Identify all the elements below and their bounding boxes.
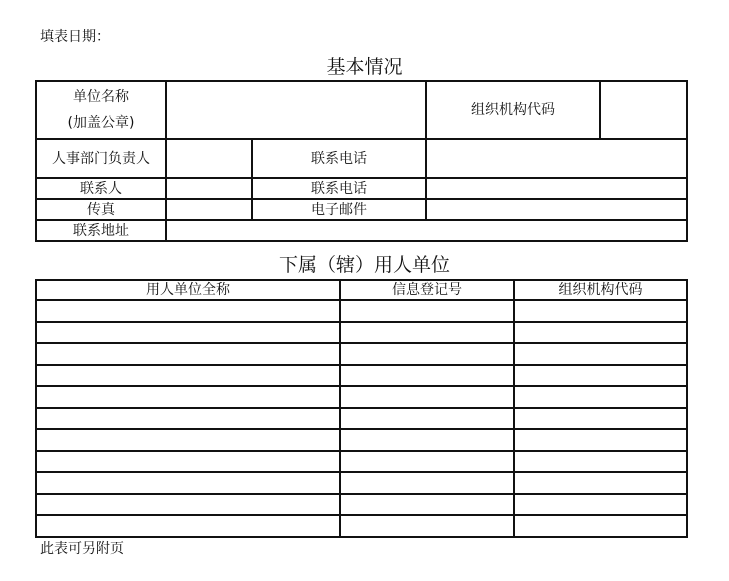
email-field[interactable] xyxy=(426,199,687,220)
org-code-cell[interactable] xyxy=(514,343,687,365)
contact-phone-label: 联系电话 xyxy=(252,178,426,199)
unit-name-cell[interactable] xyxy=(36,386,340,408)
column-header-registration-no: 信息登记号 xyxy=(340,280,514,300)
registration-no-cell[interactable] xyxy=(340,300,514,322)
org-code-label: 组织机构代码 xyxy=(426,81,600,139)
org-code-cell[interactable] xyxy=(514,322,687,344)
registration-no-cell[interactable] xyxy=(340,472,514,494)
contact-label: 联系人 xyxy=(36,178,166,199)
column-header-unit-name: 用人单位全称 xyxy=(36,280,340,300)
table-row xyxy=(36,451,687,473)
unit-name-cell[interactable] xyxy=(36,429,340,451)
basic-info-table xyxy=(35,80,688,242)
hr-head-label: 人事部门负责人 xyxy=(36,139,166,178)
org-code-cell[interactable] xyxy=(514,429,687,451)
hr-head-field[interactable] xyxy=(166,139,252,178)
contact-phone-field[interactable] xyxy=(426,178,687,199)
unit-name-label xyxy=(36,81,166,139)
registration-no-cell[interactable] xyxy=(340,451,514,473)
unit-name-cell[interactable] xyxy=(36,322,340,344)
registration-no-cell[interactable] xyxy=(340,429,514,451)
hr-phone-label: 联系电话 xyxy=(252,139,426,178)
hr-phone-field[interactable] xyxy=(426,139,687,178)
table-row xyxy=(36,386,687,408)
address-label: 联系地址 xyxy=(36,220,166,241)
unit-name-cell[interactable] xyxy=(36,451,340,473)
org-code-cell[interactable] xyxy=(514,300,687,322)
registration-no-cell[interactable] xyxy=(340,343,514,365)
unit-name-field[interactable] xyxy=(166,81,426,139)
unit-name-cell[interactable] xyxy=(36,408,340,430)
unit-name-cell[interactable] xyxy=(36,472,340,494)
registration-no-cell[interactable] xyxy=(340,515,514,537)
org-code-cell[interactable] xyxy=(514,386,687,408)
table-row xyxy=(36,365,687,387)
table-row xyxy=(36,429,687,451)
contact-field[interactable] xyxy=(166,178,252,199)
unit-name-cell[interactable] xyxy=(36,300,340,322)
subordinate-units-table xyxy=(35,279,688,538)
table-row xyxy=(36,322,687,344)
registration-no-cell[interactable] xyxy=(340,322,514,344)
column-header-org-code: 组织机构代码 xyxy=(514,280,687,300)
unit-name-label-line1: 单位名称 xyxy=(73,89,129,105)
table-row xyxy=(36,300,687,322)
table-row xyxy=(36,343,687,365)
unit-name-cell[interactable] xyxy=(36,494,340,516)
footer-note: 此表可另附页 xyxy=(40,541,124,557)
subordinate-units-title: 下属（辖）用人单位 xyxy=(278,254,450,276)
table-row xyxy=(36,472,687,494)
table-row xyxy=(36,494,687,516)
unit-name-cell[interactable] xyxy=(36,515,340,537)
org-code-cell[interactable] xyxy=(514,472,687,494)
unit-name-label-line2: (加盖公章) xyxy=(67,115,135,131)
table-row xyxy=(36,408,687,430)
basic-info-title: 基本情况 xyxy=(326,56,403,78)
org-code-cell[interactable] xyxy=(514,451,687,473)
fill-date-label: 填表日期： xyxy=(40,29,110,45)
org-code-cell[interactable] xyxy=(514,515,687,537)
table-row xyxy=(36,515,687,537)
org-code-cell[interactable] xyxy=(514,408,687,430)
fax-field[interactable] xyxy=(166,199,252,220)
registration-no-cell[interactable] xyxy=(340,386,514,408)
unit-name-cell[interactable] xyxy=(36,343,340,365)
registration-no-cell[interactable] xyxy=(340,365,514,387)
fax-label: 传真 xyxy=(36,199,166,220)
registration-no-cell[interactable] xyxy=(340,408,514,430)
org-code-cell[interactable] xyxy=(514,365,687,387)
unit-name-cell[interactable] xyxy=(36,365,340,387)
org-code-cell[interactable] xyxy=(514,494,687,516)
table-header-row xyxy=(36,280,687,300)
email-label: 电子邮件 xyxy=(252,199,426,220)
registration-no-cell[interactable] xyxy=(340,494,514,516)
org-code-field[interactable] xyxy=(600,81,687,139)
address-field[interactable] xyxy=(166,220,687,241)
